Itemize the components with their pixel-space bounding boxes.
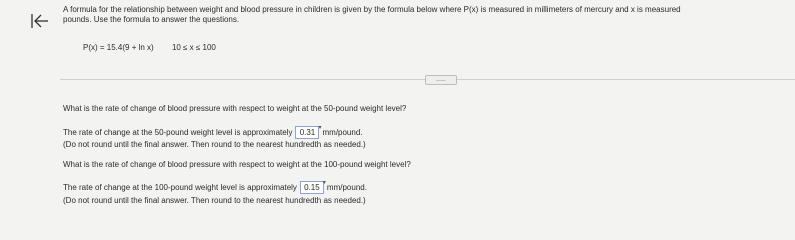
answer-2-value: 0.15 xyxy=(304,183,320,192)
expand-button[interactable]: ..... xyxy=(425,75,457,85)
answer-2-input[interactable] xyxy=(300,181,324,194)
problem-intro xyxy=(63,5,681,25)
question-1-answer-line xyxy=(63,126,363,139)
answer-mark-icon: ▾ xyxy=(318,125,322,131)
answer-1-input[interactable] xyxy=(295,125,322,139)
question-2-text: What is the rate of change of blood pressure with respect to weight at the 100-pound weight level? xyxy=(63,160,411,169)
formula-expression: P(x) = 15.4(9 + ln x) xyxy=(83,43,154,52)
answer-1-prefix: The rate of change at the 50-pound weight level is approximately xyxy=(63,128,293,137)
answer-2-prefix: The rate of change at the 100-pound weight level is approximately xyxy=(63,183,297,192)
question-1-text: What is the rate of change of blood pressure with respect to weight at the 50-pound weight level? xyxy=(63,104,407,113)
intro-line-1: A formula for the relationship between weight and blood pressure in children is given by the formula below where P(x) is measured in millimeters of mercury and x is measured xyxy=(63,5,681,14)
question-2-answer-line xyxy=(63,181,367,194)
answer-1-unit: mm/pound. xyxy=(322,128,363,137)
answer-mark-icon: ▾ xyxy=(322,180,326,186)
formula xyxy=(83,43,216,52)
answer-1-value: 0.31 xyxy=(299,128,316,137)
question-2-hint: (Do not round until the final answer. Then round to the nearest hundredth as needed.) xyxy=(63,196,366,205)
formula-domain: 10 ≤ x ≤ 100 xyxy=(171,43,216,52)
question-1-hint: (Do not round until the final answer. Then round to the nearest hundredth as needed.) xyxy=(63,140,366,149)
answer-2-unit: mm/pound. xyxy=(326,183,367,192)
back-arrow-icon[interactable] xyxy=(30,11,50,31)
intro-line-2: pounds. Use the formula to answer the questions. xyxy=(63,15,240,24)
